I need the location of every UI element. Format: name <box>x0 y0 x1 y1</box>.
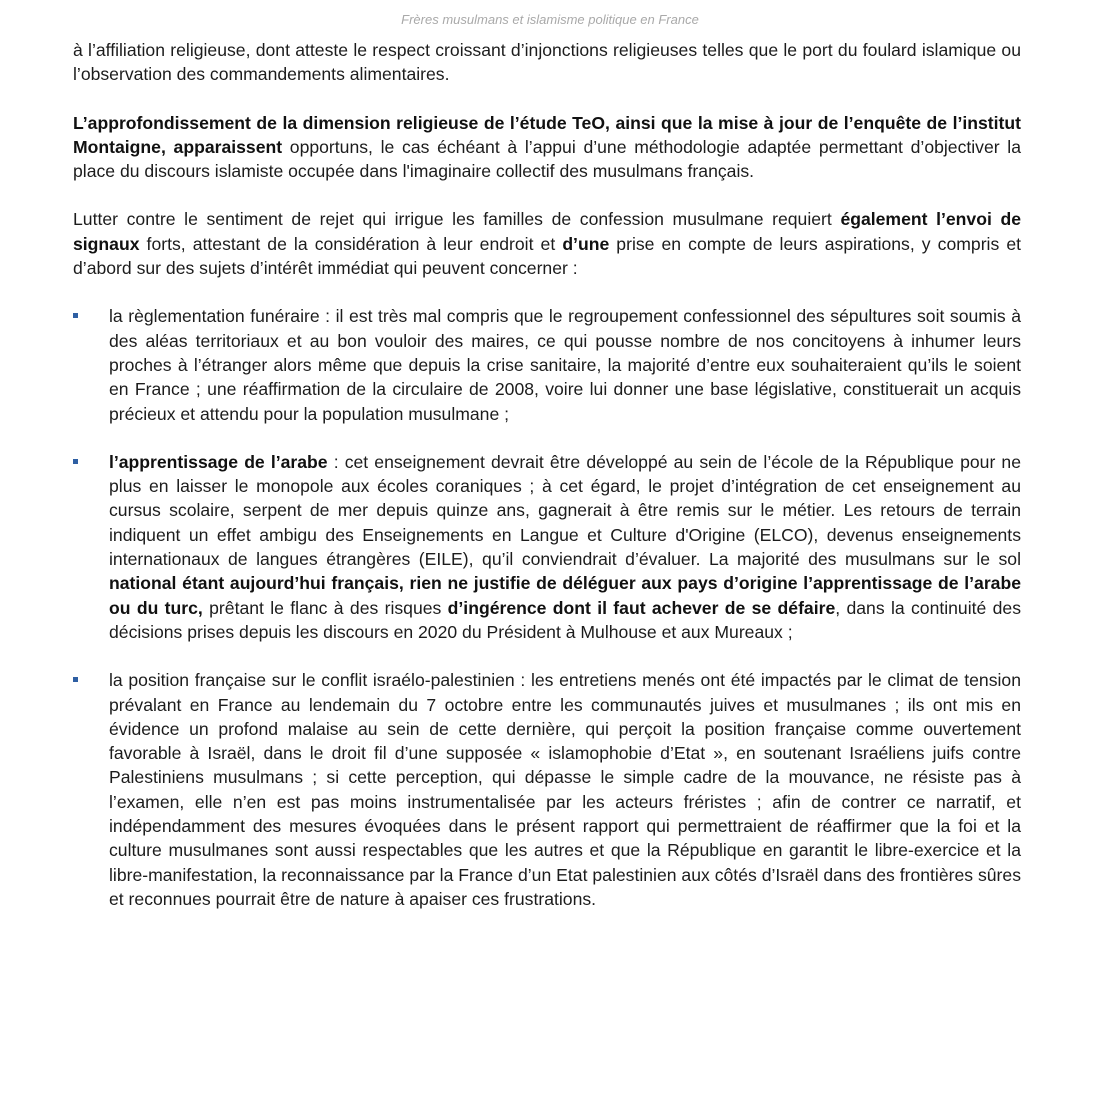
running-header: Frères musulmans et islamisme politique en France <box>401 12 699 27</box>
document-body <box>73 38 1021 911</box>
bullet-arabic-bold-national: national étant aujourd’hui français, rien ne justifie de déléguer aux pays d’origine l’apprentissage de l’arabe ou du turc, <box>109 573 1021 618</box>
bullet-arabic-bold-ingerence: d’ingérence dont il faut achever de se défaire <box>447 597 836 618</box>
bullet-arabic-bold-title: l’apprentissage de l’arabe <box>109 451 328 472</box>
paragraph-teo-study <box>73 111 1021 184</box>
paragraph-teo-study-bold: L’approfondissement de la dimension religieuse de l’étude TeO, ainsi que la mise à jour de l’enquête de l’institut Montaigne, apparaissent <box>73 112 1021 157</box>
paragraph-rejection-text-b: forts, attestant de la considération à leur endroit et <box>139 233 563 254</box>
bullet-funeral-regulation <box>73 304 1021 425</box>
square-bullet-icon <box>73 313 78 318</box>
paragraph-rejection <box>73 207 1021 280</box>
paragraph-rejection-text-a: Lutter contre le sentiment de rejet qui irrigue les familles de confession musulmane requiert <box>73 209 841 230</box>
paragraph-rejection-bold-une: d’une <box>562 233 610 254</box>
bullet-arabic-text-a: : cet enseignement devrait être développé au sein de l’école de la République pour ne plus en laisser le monopole aux écoles coraniques ; à cet égard, le projet d’intégration de cet enseignement au cursus scolaire, serpent de mer depuis quinze ans, gagnerait à être remis sur le métier. Les retours de terrain indiquent un effet ambigu des Enseignements en Langue et Culture d'Origine (ELCO), devenus enseignements internationaux de langues étrangères (EILE), qu’il conviendrait d’évaluer. La majorité des musulmans sur le sol <box>109 451 1021 570</box>
square-bullet-icon <box>73 677 78 682</box>
paragraph-affiliation: à l’affiliation religieuse, dont atteste le respect croissant d’injonctions religieuses telles que le port du foulard islamique ou l’observation des commandements alimentaires. <box>73 40 1021 85</box>
bullet-arabic-learning <box>73 450 1021 644</box>
bullet-arabic-text-c: , dans la continuité des décisions prises depuis les discours en 2020 du Président à Mulhouse et aux Mureaux ; <box>109 597 1022 642</box>
bullet-israel-palestine-text: la position française sur le conflit israélo-palestinien : les entretiens menés ont été impactés par le climat de tension prévalant en France au lendemain du 7 octobre entre les communautés juives et musulmanes ; ils ont mis en évidence un profond malaise au sein de cette dernière, qui perçoit la position française comme ouvertement favorable à Israël, dans le droit fil d’une supposée « islamophobie d’Etat », en soutenant Israéliens juifs contre Palestiniens musulmans ; si cette perception, qui dépasse le simple cadre de la mouvance, ne résiste pas à l’examen, elle n’en est pas moins instrumentalisée par les acteurs fréristes ; afin de contrer ce narratif, et indépendamment des mesures évoquées dans le présent rapport qui permettraient de réaffirmer que la foi et la culture musulmanes sont aussi respectables que les autres et que la République en garantit le libre-exercice et la libre-manifestation, la reconnaissance par la France d’un Etat palestinien aux côtés d’Israël dans des frontières sûres et reconnues pourrait être de nature à apaiser ces frustrations. <box>109 670 1021 909</box>
bullet-arabic-text-b: prêtant le flanc à des risques <box>202 597 448 618</box>
paragraph-teo-study-rest: opportuns, le cas échéant à l’appui d’une méthodologie adaptée permettant d’objectiver la place du discours islamiste occupée dans l'imaginaire collectif des musulmans français. <box>73 136 1022 182</box>
bullet-israel-palestine <box>73 668 1021 911</box>
bullet-funeral-text: la règlementation funéraire : il est très mal compris que le regroupement confessionnel des sépultures soit soumis à des aléas territoriaux et au bon vouloir des maires, ce qui pousse nombre de nos concitoyens à inhumer leurs proches à l’étranger alors même que depuis la crise sanitaire, la majorité d’entre eux souhaiteraient qu’ils le soient en France ; une réaffirmation de la circulaire de 2008, voire lui donner une base législative, constituerait un acquis précieux et attendu pour la population musulmane ; <box>109 306 1021 424</box>
paragraph-rejection-bold-signals: également l’envoi de signaux <box>73 209 1022 254</box>
paragraph-rejection-text-c: prise en compte de leurs aspirations, y compris et d’abord sur des sujets d’intérêt immédiat qui peuvent concerner : <box>73 233 1022 279</box>
bullet-list <box>73 304 1021 911</box>
square-bullet-icon <box>73 459 78 464</box>
